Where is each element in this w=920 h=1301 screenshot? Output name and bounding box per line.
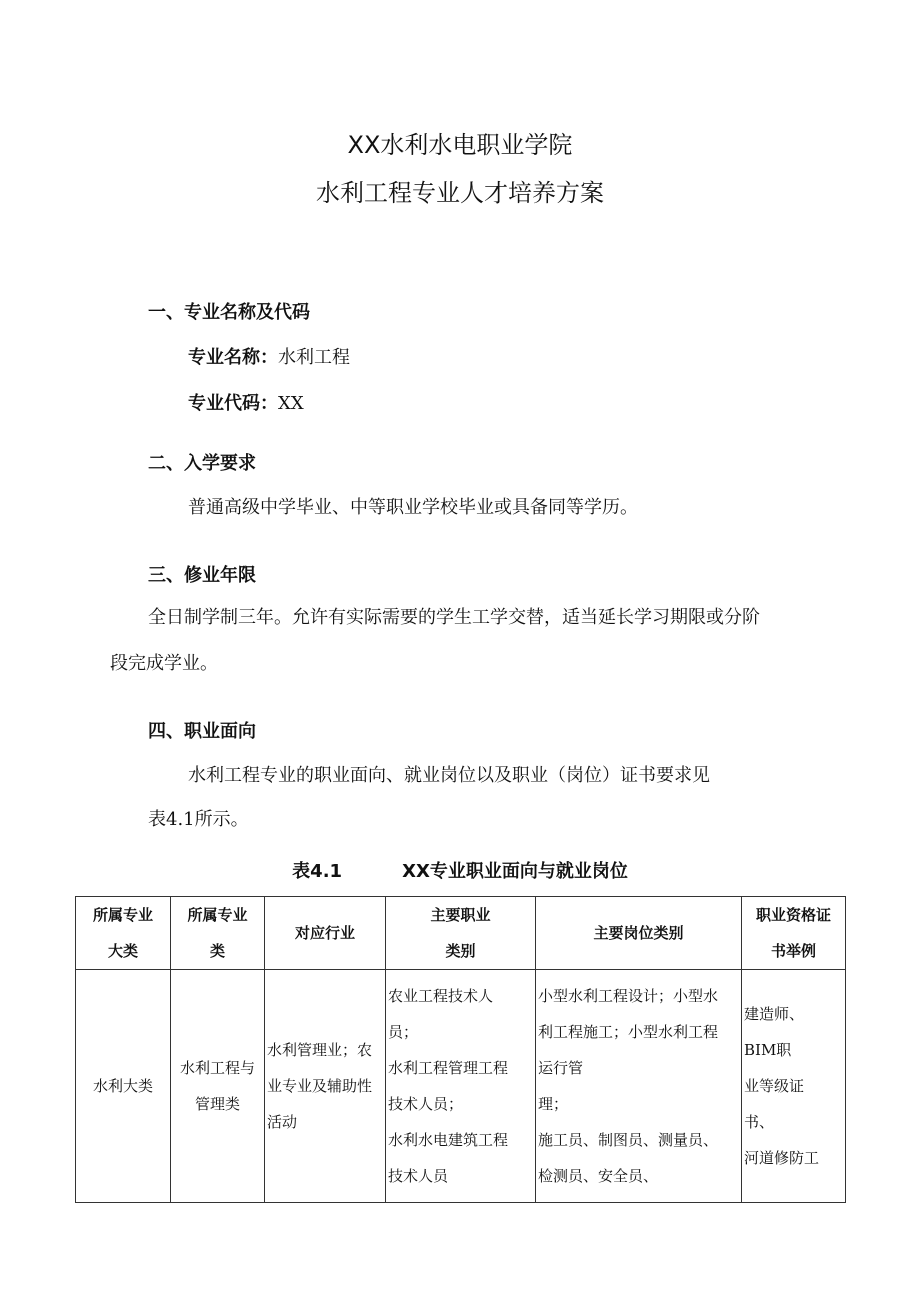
header-occupation: 主要职业 类别 bbox=[386, 897, 536, 970]
table-caption bbox=[0, 860, 920, 884]
cell-certificates: 建造师、 BIM职 业等级证 书、 河道修防工 bbox=[742, 970, 846, 1203]
cell-industry: 水利管理业；农 业专业及辅助性 活动 bbox=[265, 970, 386, 1203]
header-certificates: 职业资格证 书举例 bbox=[742, 897, 846, 970]
major-code-value: XX bbox=[278, 393, 304, 414]
section-1-heading: 一、专业名称及代码 bbox=[148, 302, 310, 323]
table-caption-title: XX专业职业面向与就业岗位 bbox=[402, 861, 628, 882]
major-name-value: 水利工程 bbox=[278, 347, 350, 368]
duration-text-line1: 全日制学制三年。允许有实际需要的学生工学交替，适当延长学习期限或分阶 bbox=[148, 607, 760, 628]
header-industry: 对应行业 bbox=[265, 897, 386, 970]
section-4-heading: 四、职业面向 bbox=[148, 721, 256, 742]
table-caption-number: 表4.1 bbox=[292, 861, 343, 882]
career-text-line2: 表4.1所示。 bbox=[148, 809, 249, 830]
section-3-heading: 三、修业年限 bbox=[148, 565, 256, 586]
career-text-line1: 水利工程专业的职业面向、就业岗位以及职业（岗位）证书要求见 bbox=[188, 765, 710, 786]
header-positions: 主要岗位类别 bbox=[536, 897, 742, 970]
cell-occupation: 农业工程技术人 员； 水利工程管理工程 技术人员； 水利水电建筑工程 技术人员 bbox=[386, 970, 536, 1203]
cell-category: 水利大类 bbox=[76, 970, 171, 1203]
document-title: XX水利水电职业学院 bbox=[347, 131, 573, 159]
major-name-label: 专业名称： bbox=[188, 347, 278, 368]
header-category: 所属专业 大类 bbox=[76, 897, 171, 970]
table-header-row bbox=[76, 897, 846, 970]
major-name-line bbox=[188, 346, 350, 370]
document-subtitle: 水利工程专业人才培养方案 bbox=[316, 179, 604, 207]
major-code-label: 专业代码： bbox=[188, 393, 278, 414]
duration-text-line2: 段完成学业。 bbox=[110, 653, 218, 674]
cell-positions: 小型水利工程设计；小型水 利工程施工；小型水利工程 运行管 理； 施工员、制图员、测量员、 检测员、安全员、 bbox=[536, 970, 742, 1203]
table-row bbox=[76, 970, 846, 1203]
major-code-line bbox=[188, 392, 304, 416]
cell-subcategory: 水利工程与 管理类 bbox=[171, 970, 265, 1203]
admission-text: 普通高级中学毕业、中等职业学校毕业或具备同等学历。 bbox=[188, 497, 638, 518]
header-subcategory: 所属专业 类 bbox=[171, 897, 265, 970]
career-table bbox=[75, 896, 846, 1203]
section-2-heading: 二、入学要求 bbox=[148, 453, 256, 474]
